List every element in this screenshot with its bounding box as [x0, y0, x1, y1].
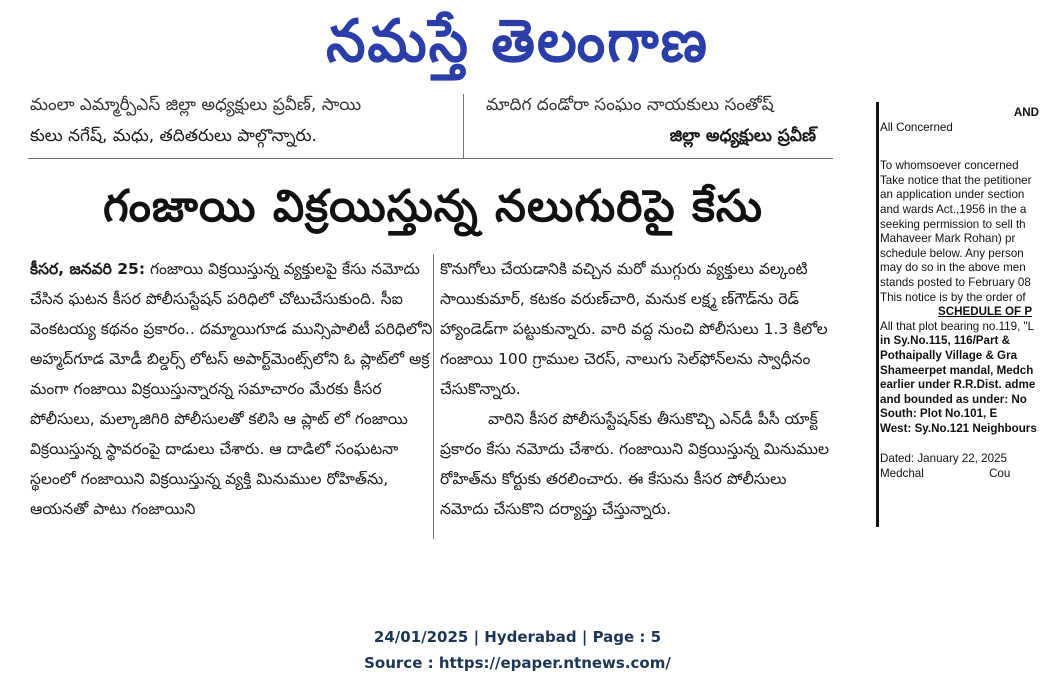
- article-paragraph: కొనుగోలు చేయడానికి వచ్చిన మరో ముగ్గురు వ్యక్తులు వల్కంటి సాయికుమార్, కటకం వరుణ్‌చారి, మనుక లక్ష్మ ణ్‌గౌడ్‌ను రెడ్ హ్యాండెడ్‌గా పట్టుకున్నారు. వారి వద్ద నుంచి పోలీసులు 1.3 కిలోల గంజాయి 100 గ్రాముల చెరస్, నాలుగు సెల్‌ఫోన్‌లను స్వాధీనం చేసుకొన్నారు.: [440, 260, 828, 398]
- notice-line: This notice is by the order of: [880, 290, 1026, 304]
- previous-article-tail-left: [30, 90, 450, 152]
- article-column-2: [440, 254, 835, 524]
- notice-date: Dated: January 22, 2025: [880, 452, 1007, 466]
- photo-caption: జిల్లా అధ్యక్షులు ప్రవీణ్: [669, 126, 816, 146]
- notice-west: West: Sy.No.121 Neighbours: [880, 421, 1037, 435]
- section-rule: [28, 158, 833, 159]
- notice-line: Pothaipally Village & Gra: [880, 348, 1018, 362]
- notice-line: stands posted to February 08: [880, 275, 1031, 289]
- notice-line: Mahaveer Mark Rohan) pr: [880, 232, 1016, 246]
- notice-border: [876, 102, 879, 527]
- schedule-heading: SCHEDULE OF P: [938, 305, 1033, 319]
- source-link[interactable]: Source : https://epaper.ntnews.com/: [364, 654, 671, 672]
- notice-line: Take notice that the petitioner: [880, 173, 1032, 187]
- article-paragraph: [30, 254, 438, 524]
- notice-line: in Sy.No.115, 116/Part &: [880, 334, 1010, 348]
- masthead: [0, 0, 1035, 90]
- page-footer: [0, 624, 1035, 676]
- dateline: కీసర, జనవరి 25:: [30, 260, 146, 278]
- notice-and: AND: [1013, 106, 1039, 119]
- notice-place: [880, 467, 1055, 482]
- column-divider: [463, 94, 464, 158]
- notice-line: To whomsoever concerned: [880, 159, 1019, 173]
- notice-line: may do so in the above men: [880, 261, 1026, 275]
- newspaper-logo: నమస్తే తెలంగాణ: [326, 7, 709, 76]
- notice-line: All that plot bearing no.119, "L: [880, 319, 1035, 333]
- legal-notice-clipping: [876, 96, 1039, 533]
- text-line: మంలా ఎమ్మార్పీఎస్ జిల్లా అధ్యక్షులు ప్రవీణ్, సాయి: [30, 95, 362, 115]
- paragraph-text: గంజాయి విక్రయిస్తున్న వ్యక్తులపై కేసు నమోదు చేసిన ఘటన కీసర పోలీసుస్టేషన్ పరిధిలో చోటుచేసుకుంది. సీఐ వెంకటయ్య కథనం ప్రకారం.. దమ్మాయిగూడ మున్సిపాలిటీ పరిధిలోని అహ్మద్‌గూడ మోడీ బిల్డర్స్ లోటస్ అపార్ట్‌మెంట్స్‌లోని ఓ ప్లాట్‌లో అక్ర మంగా గంజాయి విక్రయిస్తున్నారన్న సమాచారం మేరకు కీసర పోలీసులు, మల్కాజిగిరి పోలీసులతో కలిసి ఆ ప్లాట్ లో గంజాయి విక్రయిస్తున్న స్థావరంపై దాడులు చేశారు. ఆ దాడిలో సంఘటనా స్థలంలో గంజాయిని విక్రయిస్తున్న వ్యక్తి మినుముల రోహిత్‌ను, ఆయనతో పాటు గంజాయిని: [30, 260, 433, 518]
- notice-line: schedule below. Any person: [880, 246, 1024, 260]
- notice-south: South: Plot No.101, E: [880, 407, 998, 421]
- article-paragraph: వారిని కీసర పోలీసుస్టేషన్‌కు తీసుకొచ్చి ఎన్‌డీ పీసీ యాక్ట్ ప్రకారం కేసు నమోదు చేశారు. గంజాయిని విక్రయిస్తున్న మినుముల రోహిత్‌ను కోర్టుకు తరలించారు. ఈ కేసును కీసర పోలీసులు నమోదు చేసుకొని దర్యాప్తు చేస్తున్నారు.: [440, 410, 829, 518]
- column-divider: [433, 254, 434, 539]
- notice-line: All Concerned: [880, 120, 953, 134]
- notice-court-text: Cou: [989, 467, 1011, 481]
- notice-line: Shameerpet mandal, Medch: [880, 363, 1034, 377]
- notice-line: an application under section: [880, 188, 1025, 202]
- notice-line: and bounded as under: No: [880, 392, 1027, 406]
- article-headline: గంజాయి విక్రయిస్తున్న నలుగురిపై కేసు: [102, 181, 764, 232]
- previous-article-tail-right: [486, 90, 816, 152]
- notice-place-text: Medchal: [880, 467, 924, 481]
- newspaper-clipping: [8, 94, 876, 546]
- notice-line: seeking permission to sell th: [880, 217, 1026, 231]
- article-column-1: [30, 254, 438, 524]
- text-line: కులు నగేష్, మధు, తదితరులు పాల్గొన్నారు.: [30, 126, 317, 146]
- notice-line: and wards Act.,1956 in the a: [880, 202, 1027, 216]
- text-line: మాదిగ దండోరా సంఘం నాయకులు సంతోష్: [486, 95, 774, 115]
- notice-line: earlier under R.R.Dist. adme: [880, 378, 1036, 392]
- edition-info: 24/01/2025 | Hyderabad | Page : 5: [373, 628, 662, 646]
